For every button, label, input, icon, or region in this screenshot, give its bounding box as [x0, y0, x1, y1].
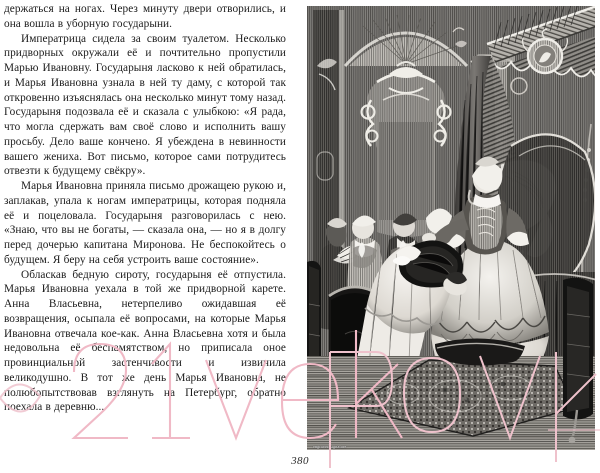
illustration [305, 4, 597, 452]
paragraph: держаться на ногах. Через минуту двери отворились, и она вошла в уборную государыни. [4, 3, 286, 30]
paragraph: Марья Ивановна приняла письмо дрожащею рукою и, заплакав, упала к ногам императрицы, которая подняла её и поцеловала. Государыня разговорилась с нею. «Знаю, что вы не богаты, — сказала она, — но я в долгу перед дочерью капитана Миронова. Не беспокойтесь о будущем. Я беру на себя устроить ваше состояние». [4, 180, 286, 266]
page-number: 380 [291, 455, 309, 467]
engraving-image [305, 4, 597, 452]
paragraph: Обласкав бедную сироту, государыня её отпустила. Марья Ивановна уехала в той же придворной карете. Анна Власьевна, нетерпеливо ожидавшая её возвращения, осыпала её вопросами, на которые Марья Ивановна отвечала кое-как. Анна Власьевна хотя и была недовольна её беспамятством, но приписала оное провинциальной застенчивости и извинила великодушно. В тот же день Марья Ивановна, не полюбопытствовав взглянуть на Петербург, обратно поехала в деревню... [4, 268, 286, 414]
engraving-signature: engraver-signature [313, 444, 347, 449]
paragraph: Императрица сидела за своим туалетом. Несколько придворных окружали её и почтительно пропустили Марью Ивановну. Государыня ласково к ней обратилась, и Марья Ивановна узнала в ней ту даму, с которой так откровенно изъяснялась она несколько минут тому назад. Государыня подозвала её и сказала с улыбкою: «Я рада, что могла сдержать вам своё слово и исполнить вашу просьбу. Дело ваше кончено. Я убеждена в невинности вашего жениха. Вот письмо, которое сами потрудитесь отвезти к будущему свёкру». [4, 32, 286, 178]
